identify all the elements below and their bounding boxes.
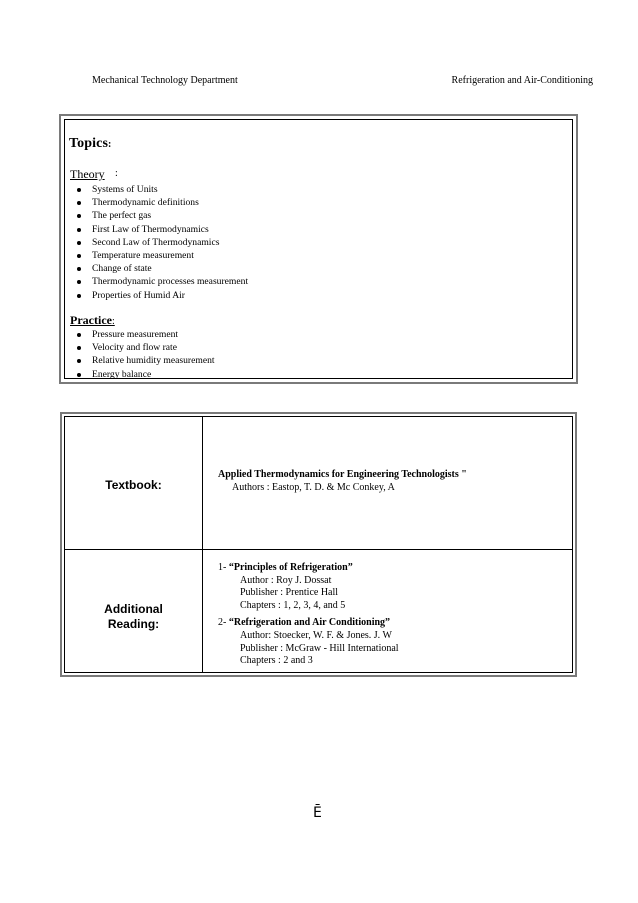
reference-1-title: “Principles of Refrigeration” <box>228 562 353 573</box>
header-course: Refrigeration and Air-Conditioning <box>451 75 593 86</box>
theory-heading <box>70 167 105 182</box>
reference-1-title-line <box>218 562 399 575</box>
theory-colon: : <box>115 168 118 179</box>
practice-heading: Practice: <box>70 313 115 327</box>
list-item: Change of state <box>71 262 248 275</box>
list-item: Velocity and flow rate <box>71 341 215 354</box>
textbook-authors: Authors : Eastop, T. D. & Mc Conkey, A <box>232 481 395 493</box>
list-item: Energy balance <box>71 368 215 381</box>
row-divider <box>65 549 572 550</box>
theory-heading-text: Theory <box>70 167 105 181</box>
topics-box-inner <box>64 119 573 379</box>
list-item: The perfect gas <box>71 209 248 222</box>
textbook-cell <box>218 469 467 494</box>
reference-2-title: “Refrigeration and Air Conditioning” <box>228 617 391 629</box>
header-department: Mechanical Technology Department <box>92 75 238 86</box>
textbook-label: Textbook: <box>105 478 162 492</box>
reference-1-publisher: Publisher : Prentice Hall <box>240 587 339 599</box>
list-item: Relative humidity measurement <box>71 354 215 367</box>
reference-1-chapters: Chapters : 1, 2, 3, 4, and 5 <box>240 599 346 611</box>
list-item: Pressure measurement <box>71 328 215 341</box>
page-number: Ē <box>313 805 322 821</box>
topics-heading: Topics: <box>69 136 112 151</box>
practice-heading-text: Practice <box>70 313 112 327</box>
additional-label-line2: Reading: <box>107 617 160 631</box>
additional-reading-cell <box>218 562 399 668</box>
references-table-inner <box>64 416 573 673</box>
textbook-title: Applied Thermodynamics for Engineering Technologists " <box>218 469 467 480</box>
list-item: Second Law of Thermodynamics <box>71 236 248 249</box>
reference-2-author: Author: Stoecker, W. F. & Jones. J. W <box>240 629 392 641</box>
list-item: Thermodynamic processes measurement <box>71 275 248 288</box>
reference-1-author: Author : Roy J. Dossat <box>240 574 332 586</box>
theory-list <box>71 183 248 302</box>
reference-2-chapters: Chapters : 2 and 3 <box>240 655 313 667</box>
list-item: Temperature measurement <box>71 249 248 262</box>
practice-list <box>71 328 215 381</box>
reference-2-title-line <box>218 617 399 630</box>
references-table <box>60 412 577 677</box>
topics-heading-text: Topics <box>69 136 108 151</box>
list-item: First Law of Thermodynamics <box>71 223 248 236</box>
reference-2-number: 2- <box>218 617 229 629</box>
topics-box <box>59 114 578 384</box>
reference-1-number: 1- <box>218 562 229 573</box>
reference-2-publisher: Publisher : McGraw - Hill International <box>240 642 399 654</box>
list-item: Properties of Humid Air <box>71 289 248 302</box>
list-item: Systems of Units <box>71 183 248 196</box>
additional-reading-label <box>65 602 202 632</box>
list-item: Thermodynamic definitions <box>71 196 248 209</box>
additional-label-line1: Additional <box>104 602 163 616</box>
column-divider <box>202 417 203 672</box>
